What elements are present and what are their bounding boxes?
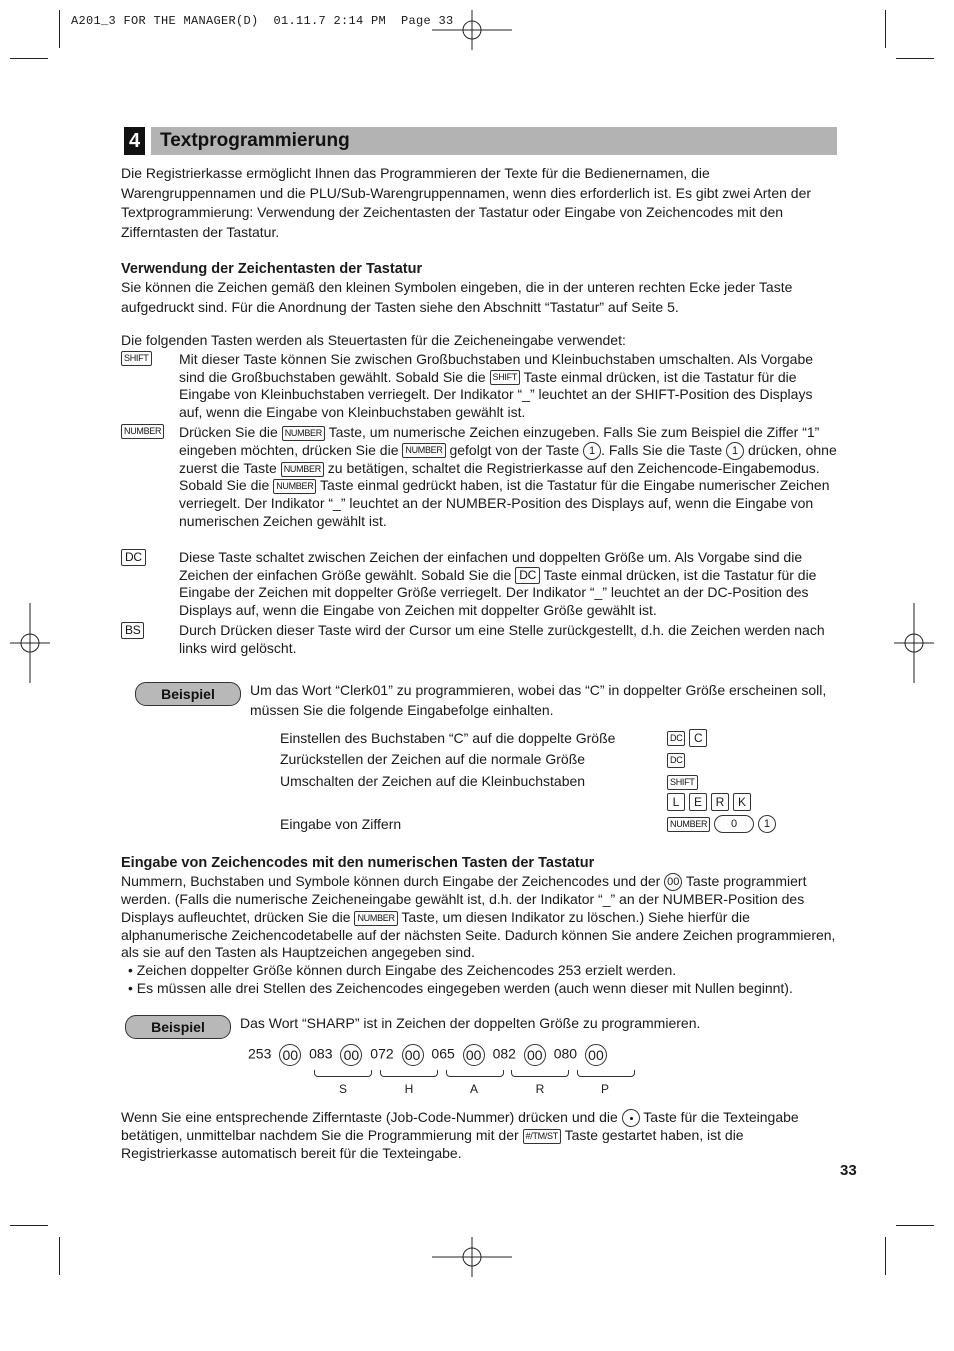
zero-key-icon: 0	[714, 815, 754, 833]
brace-p	[577, 1070, 635, 1077]
number-key-icon: NUMBER	[281, 462, 324, 477]
example2-badge: Beispiel	[125, 1015, 231, 1039]
number-key-icon: NUMBER	[667, 817, 710, 832]
double-zero-key-icon: 00	[463, 1044, 485, 1066]
letter-s: S	[338, 1082, 347, 1096]
number-key-icon: NUMBER	[273, 479, 316, 494]
intro-paragraph: Die Registrierkasse ermöglicht Ihnen das Programmieren der Texte für die Bedienernamen, die Warengruppennamen und die PLU/Sub-Warengruppennamen, wenn dies erforderlich ist. Es gibt zwei Arten der Textprogrammierung: Verwendung der Zeichentasten der Tastatur oder Eingabe von Zeichencodes mit den Zifferntasten der Tastatur.	[121, 165, 812, 240]
double-zero-key-icon: 00	[664, 873, 682, 891]
example1-keys-3	[667, 772, 698, 790]
page-number: 33	[840, 1162, 857, 1179]
example1-text: Um das Wort “Clerk01” zu programmieren, wobei das “C” in doppelter Größe erscheinen soll, müssen Sie die folgende Eingabefolge einhalten.	[250, 682, 827, 718]
example1-step-1: Einstellen des Buchstaben “C” auf die doppelte Größe	[280, 730, 616, 746]
example1-step-2: Zurückstellen der Zeichen auf die normale Größe	[280, 751, 586, 767]
brace-a	[446, 1070, 504, 1077]
letter-p: P	[600, 1082, 609, 1096]
example2-sequence: 253 00 083 00 072 00 065 00 082 00 080 00	[248, 1044, 611, 1066]
k-key-icon: K	[733, 793, 751, 811]
r-key-icon: R	[711, 793, 729, 811]
tmst-key-icon: #/TM/ST	[523, 1129, 561, 1144]
double-zero-key-icon: 00	[402, 1044, 424, 1066]
bullet-1: • Zeichen doppelter Größe können durch Eingabe des Zeichencodes 253 erzielt werden.	[128, 962, 677, 978]
example1-badge: Beispiel	[135, 682, 241, 706]
c-key-icon: C	[689, 729, 707, 747]
dc-key-icon: DC	[121, 549, 146, 566]
registration-mark-left	[10, 603, 50, 683]
double-zero-key-icon: 00	[279, 1044, 301, 1066]
shift-key-icon: SHIFT	[667, 775, 698, 790]
brace-h	[380, 1070, 438, 1077]
subheading-character-codes: Eingabe von Zeichencodes mit den numerischen Tasten der Tastatur	[121, 855, 595, 871]
section-number: 4	[124, 127, 145, 155]
l-key-icon: L	[667, 793, 685, 811]
character-keys-paragraph: Sie können die Zeichen gemäß den kleinen Symbolen eingeben, die in der unteren rechten Ecke jeder Taste aufgedruckt sind. Für die Anordnung der Tasten siehe den Abschnitt “Tastatur” auf Seite 5.	[121, 279, 793, 315]
dc-key-icon: DC	[667, 753, 685, 768]
example1-keys-4	[667, 814, 776, 833]
double-zero-key-icon: 00	[585, 1044, 607, 1066]
closing-paragraph: Wenn Sie eine entsprechende Zifferntaste (Job-Code-Nummer) drücken und die Taste für die Texteingabe betätigen, unmittelbar nachdem Sie die Programmierung mit der #/TM/ST Taste gestartet haben, ist die Registrierkasse automatisch bereit für die Texteingabe.	[121, 1109, 799, 1161]
letter-a: A	[469, 1082, 478, 1096]
control-keys-intro: Die folgenden Tasten werden als Steuertasten für die Zeicheneingabe verwendet:	[121, 332, 626, 348]
shift-key-icon: SHIFT	[121, 351, 152, 366]
number-description: Drücken Sie die NUMBER Taste, um numerische Zeichen einzugeben. Falls Sie zum Beispiel die Ziffer “1” eingeben möchten, drücken Sie die NUMBER gefolgt von der Taste 1 . Falls Sie die Taste 1 drücken, ohne zuerst die Taste NUMBER zu betätigen, schaltet die Registrierkasse auf den Zeichencode-Eingabemodus. Sobald Sie die NUMBER Taste einmal gedrückt haben, ist die Tastatur für die Eingabe numerischer Zeichen verriegelt. Der Indikator “_” leuchtet an der NUMBER-Position des Displays auf, wenn die Eingabe von numerischen Zeichen gewählt ist.	[179, 424, 837, 529]
shift-description: Mit dieser Taste können Sie zwischen Großbuchstaben und Kleinbuchstaben umschalten. Als Vorgabe sind die Großbuchstaben gewählt. Sobald Sie die SHIFT Taste einmal drücken, ist die Tastatur für die Eingabe von Kleinbuchstaben verriegelt. Der Indikator “_” leuchtet an der SHIFT-Position des Displays auf, wenn die Eingabe von Kleinbuchstaben gewählt ist.	[179, 351, 814, 420]
example1-step-4: Eingabe von Ziffern	[280, 816, 402, 832]
number-key-icon: NUMBER	[121, 424, 164, 439]
print-header: A201_3 FOR THE MANAGER(D) 01.11.7 2:14 PM Page 33	[71, 14, 454, 28]
section-title: Textprogrammierung	[160, 130, 350, 151]
character-codes-paragraph: Nummern, Buchstaben und Symbole können durch Eingabe der Zeichencodes und der 00 Taste programmiert werden. (Falls die numerische Zeicheneingabe gewählt ist, d.h. der Indikator “_” an der NUMBER-Position des Displays aufleuchtet, drücken Sie die NUMBER Taste, um diesen Indikator zu löschen.) Siehe hierfür die alphanumerische Zeichencodetabelle auf der nächsten Seite. Dadurch können Sie andere Zeichen programmieren, als sie auf den Tasten als Hauptzeichen angegeben sind.	[121, 873, 836, 961]
subheading-character-keys: Verwendung der Zeichentasten der Tastatur	[121, 261, 423, 277]
dc-description: Diese Taste schaltet zwischen Zeichen der einfachen und doppelten Größe um. Als Vorgabe sind die Zeichen der einfachen Größe gewählt. Sobald Sie die DC Taste einmal drücken, ist die Tastatur für die Eingabe der Zeichen mit doppelter Größe verriegelt. Der Indikator “_” leuchtet an der DC-Position des Displays auf, wenn die Eingabe von Zeichen mit doppelter Größe gewählt ist.	[179, 549, 817, 618]
registration-mark-bottom	[432, 1237, 512, 1277]
bs-key-icon: BS	[121, 622, 144, 639]
one-key-icon: 1	[583, 442, 601, 460]
brace-s	[314, 1070, 372, 1077]
double-zero-key-icon: 00	[524, 1044, 546, 1066]
one-key-icon: 1	[758, 815, 776, 833]
one-key-icon: 1	[726, 442, 744, 460]
number-key-icon: NUMBER	[402, 443, 445, 458]
dc-key-icon: DC	[515, 567, 540, 584]
number-key-icon: NUMBER	[282, 426, 325, 441]
bullet-2: • Es müssen alle drei Stellen des Zeichencodes eingegeben werden (auch wenn dieser mit Nullen beginnt).	[128, 980, 793, 996]
dot-key-icon	[622, 1109, 640, 1127]
example2-text: Das Wort “SHARP” ist in Zeichen der doppelten Größe zu programmieren.	[240, 1015, 701, 1031]
registration-mark-right	[894, 603, 934, 683]
example1-keys-1	[667, 728, 711, 747]
bs-description: Durch Drücken dieser Taste wird der Cursor um eine Stelle zurückgestellt, d.h. die Zeichen werden nach links wird gelöscht.	[179, 622, 825, 656]
number-key-icon: NUMBER	[354, 911, 397, 926]
letter-r: R	[535, 1082, 545, 1096]
dc-key-icon: DC	[667, 731, 685, 746]
shift-key-icon: SHIFT	[490, 370, 521, 385]
double-zero-key-icon: 00	[340, 1044, 362, 1066]
brace-r	[511, 1070, 569, 1077]
example1-keys-2	[667, 750, 685, 768]
example1-step-3: Umschalten der Zeichen auf die Kleinbuchstaben	[280, 773, 586, 789]
letter-h: H	[404, 1082, 414, 1096]
registration-mark-top	[432, 10, 512, 50]
example1-keys-lerk	[667, 792, 755, 811]
e-key-icon: E	[689, 793, 707, 811]
